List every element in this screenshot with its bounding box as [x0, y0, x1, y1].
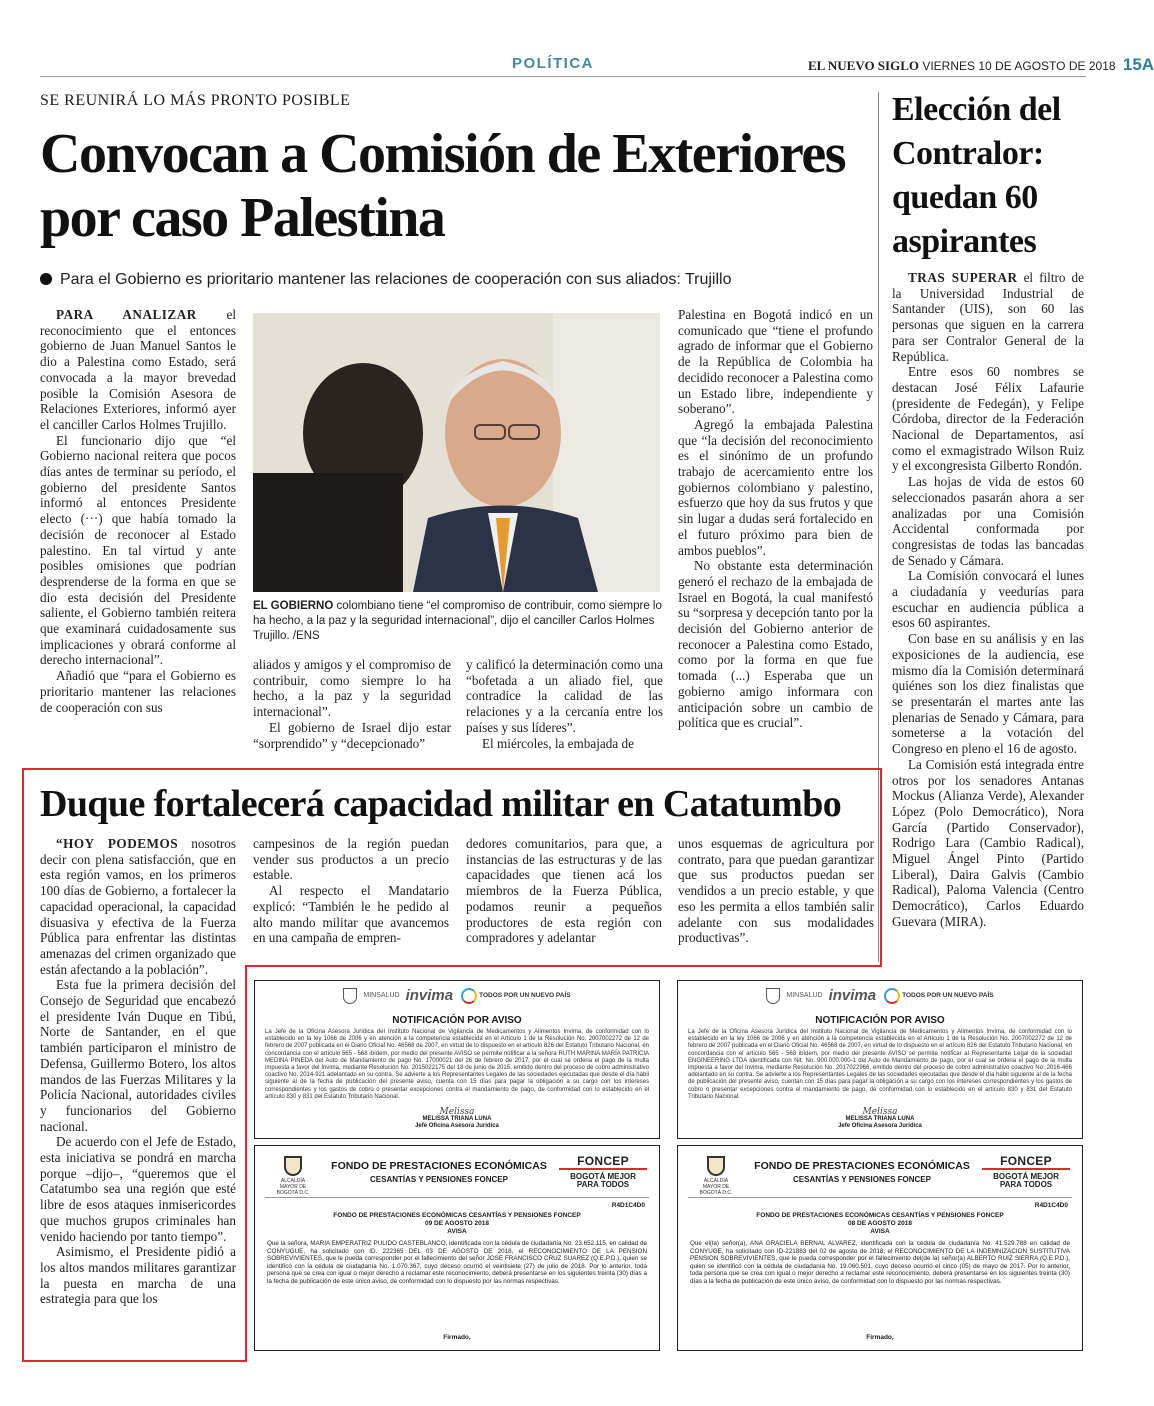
highlight-border-inner: [245, 965, 247, 1362]
paragraph: No obstante esta determinación generó el rechazo de la embajada de Israel en Bogotá, la cual manifestó su “sorpresa y decepción tanto por la decisión del Gobierno anterior de reconocer a Palestina como Estado, como por la forma en que fue tomada (...) Esperaba que un gobierno amigo informara con anticipación sobre un cambio de política que es crucial”.: [678, 558, 873, 731]
paragraph: dedores comunitarios, para que, a instancias de las estructuras y de las capacidades que tienen acá los miembros de la Fuerza Pública, podamos reunir a pequeños productores de esta región con compradores y adelantar: [466, 836, 662, 946]
notice-body: La Jefe de la Oficina Asesora Jurídica del Instituto Nacional de Vigilancia de Medicamentos y Alimentos Invima, de conformidad con lo establecido en la ley 1066 de 2006 y en atención a la competencia establecida en el Artículo 1 de la Resolución No. 2007002272 de 12 de febrero de 2007 publicada en el Diario Oficial No. 46568 de 2007, en virtud de lo dispuesto en el artículo 826 del Estatuto Tributario Nacional, en concordancia con el artículo 565 - 568 ibídem, por medio del presente AVISO se permite notificar al Representante Legal de la sociedad ENGINEERING LTDA identificada con Nit. No. 900.000.000-1 del Auto de Mandamiento de pago, por el cual se ordena el pago de la multa impuesta a favor del Invima, mediante Resolución No. 2017022966, emitido dentro del proceso de cobro administrativo coactivo No. 2016-466 adelantado en su contra. Se advierte a los Representantes Legales de las sociedades ejecutadas que desde el día hábil siguiente al de la fecha de publicación del presente aviso, cuentan con 15 días para pagar la obligación a su cargo con los intereses correspondientes y los gastos de cobro o presentar excepciones contra el mandamiento de pago, de conformidad con lo establecido en el artículo 830 y 831 del Estatuto Tributario Nacional.: [688, 1029, 1072, 1100]
sidebar-body: [892, 270, 1084, 960]
invima-logo: invima: [828, 987, 877, 1005]
sidebar-headline: Elección del Contralor: quedan 60 aspirantes: [892, 91, 1061, 260]
foncep-logo: [982, 1154, 1070, 1189]
bogota-mejor-logo: BOGOTÁ MEJOR PARA TODOS: [993, 1172, 1059, 1189]
foncep-notice: [677, 1145, 1083, 1351]
heading-aviso: AVISA: [447, 1228, 467, 1235]
crest-label: ALCALDÍA MAYOR DE BOGOTÁ D.C.: [276, 1178, 310, 1196]
article-column-2: [253, 657, 451, 755]
notice-title: [325, 1160, 553, 1186]
notice-title: NOTIFICACIÓN POR AVISO: [815, 1015, 945, 1026]
notice-body: Que la señora, MARIA EMPERATRIZ PULIDO CASTEBLANCO, identificada con la cédula de ciudadanía No. 23.652.115, en calidad de CONYUGUE, ha solicitado con ID. 222365 DEL 03 DE AGOSTO DE 2018, el RECONOCIMIENTO DE LA PENSION SOBREVIVIENTES, que le pueda corresponder por el fallecimiento del señor JOSE FRANCISCO CRUZ SUAREZ (Q.E.P.D.), quien se identificó con la cédula de ciudadanía No. 1.070.367, cuyo deceso ocurrió el veintisiete (27) de julio de 2018. Por lo anterior, toda persona que se crea con igual o mejor derecho a reclamar este reconocimiento, deberá presentarse en los siguientes treinta (30) días a la fecha de publicación de este único aviso, de conformidad con lo dispuesto por las normas respectivas.: [267, 1240, 647, 1285]
notice-signature: [678, 1109, 1082, 1130]
article-subhead: [40, 271, 731, 289]
paragraph: Las hojas de vida de estos 60 seleccionados pasarán ahora a ser analizadas por una Comisión Accidental conformada por congresistas de todas las bancadas de Senado y Cámara.: [892, 474, 1084, 568]
paragraph: Con base en su análisis y en las exposiciones de la audiencia, ese mismo día la Comisión determinará quiénes son los diez finalistas que se presentarán el martes ante las plenarias de Senado y Cámara, para someterse a la votación del Congreso en pleno el 16 de agosto.: [892, 631, 1084, 757]
notice-signature: Firmado,: [866, 1334, 894, 1341]
article-photo: [253, 313, 660, 592]
bogota-mejor-logo: BOGOTÁ MEJOR PARA TODOS: [570, 1172, 636, 1189]
header-divider: [40, 76, 1086, 77]
notice-body: Que el(la) señor(a), ANA GRACIELA BERNAL ALVAREZ, identificada con la cédula de ciudadanía No. 41.529.788 en calidad de CONYUGE, ha solicitado con ID-221883 del 02 de agosto de 2018, el RECONOCIMIENTO DE LA INDEMNIZACION SUSTITUTIVA PENSION SOBREVIVIENTES, que le pueda corresponder por el fallecimiento del(de la) señor(a) ALBERTO RUIZ SIERRA (Q.E.P.D.), quien se identificó con la cédula de ciudadanía No. 19.060.501, cuyo deceso ocurrió el cinco (05) de mayo de 2017. Por lo anterior, toda persona que se crea con igual o mejor derecho a reclamar este reconocimiento, deberá presentarse en los siguientes treinta (30) días a la fecha de publicación de este único aviso, de conformidad con lo dispuesto por las normas respectivas.: [690, 1240, 1070, 1285]
notice-header: [265, 1154, 649, 1198]
notice-logos: [255, 987, 659, 1011]
paragraph: el reconocimiento que el entonces gobierno de Juan Manuel Santos le dio a Palestina como Estado, será convocada a la mayor brevedad posible la Comisión Asesora de Relaciones Exteriores, informó ayer el canciller Carlos Holmes Trujillo.: [40, 307, 236, 432]
signer-name: MELISSA TRIANA LUNA: [422, 1116, 492, 1122]
nuevo-pais-logo: TODOS POR UN NUEVO PAÍS: [479, 992, 571, 1000]
second-article-column-2: [253, 836, 449, 954]
paragraph: Añadió que “para el Gobierno es prioritario mantener las relaciones de cooperación con sus: [40, 668, 236, 715]
paragraph: nosotros decir con plena satisfacción, que en esta región vamos, en los primeros 100 días de Gobierno, a fortalecer la capacidad operacional, la capacidad disuasiva y efectiva de la Fuerza Pública para enfrentar las distintas amenazas del crimen organizado que están afectando a la población”.: [40, 836, 236, 977]
crest-icon: [284, 1156, 302, 1176]
article-kicker: SE REUNIRÁ LO MÁS PRONTO POSIBLE: [40, 92, 351, 109]
signature-scribble: Melissa: [862, 1107, 898, 1117]
page-header: [808, 55, 1154, 75]
paragraph: Al respecto el Mandatario explicó: “También le he pedido al alto mando militar que avancemos en una campaña de empren-: [253, 883, 449, 946]
issue-date: VIERNES 10 DE AGOSTO DE 2018: [922, 59, 1116, 73]
signer-role: Jefe Oficina Asesora Jurídica: [838, 1123, 922, 1129]
paragraph: Asimismo, el Presidente pidió a los altos mandos militares garantizar la puesta en marcha de una estrategia para que los: [40, 1244, 236, 1307]
lead-in: PARA ANALIZAR: [56, 307, 197, 322]
second-article-headline: Duque fortalecerá capacidad militar en Catatumbo: [40, 783, 842, 825]
paragraph: La Comisión convocará el lunes a ciudadanía y veedurías para escuchar en audiencia pública a esos 60 aspirantes.: [892, 568, 1084, 631]
paragraph: Esta fue la primera decisión del Consejo de Seguridad que encabezó el presidente Iván Duque en Tibú, Norte de Santander, en el que también participaron el ministro de Defensa, Guillermo Botero, los altos mandos de las Fuerzas Militares y la Policía Nacional, autoridades civiles y funcionarios del Gobierno nacional.: [40, 977, 236, 1134]
caption-text: colombiano tiene “el compromiso de contribuir, como siempre lo ha hecho, a la paz y la seguridad internacional”, dijo el canciller Carlos Holmes Trujillo. /ENS: [253, 600, 662, 642]
heading-aviso: AVISA: [870, 1228, 890, 1235]
ministry-logo: MINSALUD: [363, 992, 400, 1000]
highlight-border-left: [22, 768, 24, 1362]
foncep-logo: [559, 1154, 647, 1189]
ministry-logo: MINSALUD: [786, 992, 823, 1000]
paragraph: aliados y amigos y el compromiso de contribuir, como siempre lo ha hecho, a la paz y la seguridad internacional”.: [253, 657, 451, 720]
crest-icon: [707, 1156, 725, 1176]
invima-logo: invima: [405, 987, 454, 1005]
fund-subtitle: CESANTÍAS Y PENSIONES FONCEP: [370, 1175, 508, 1184]
paragraph: Agregó la embajada Palestina que “la decisión del reconocimiento es el sinónimo de un profundo trabajo de acercamiento entre los gobiernos colombiano y palestino, esfuerzo que hoy da sus frutos y que sin lugar a dudas será fortalecido en el futuro próximo para bien de ambos pueblos”.: [678, 416, 873, 558]
paragraph: unos esquemas de agricultura por contrato, para que puedan garantizar que sus productos puedan ser vendidos a un precio estable, y que eso les permita a ellos también salir adelante con sus modalidades productivas”.: [678, 836, 874, 946]
notice-logos: [678, 987, 1082, 1011]
notice-code: R4D1C4D0: [1034, 1202, 1068, 1209]
bullet-icon: [40, 273, 52, 285]
notice-signature: Firmado,: [443, 1334, 471, 1341]
sidebar-lead-in: TRAS SUPERAR: [908, 270, 1018, 285]
notice-title: [748, 1160, 976, 1186]
paragraph: el filtro de la Universidad Industrial de Santander (UIS), son 60 las personas que siguen en la carrera para ser Contralor General de la República.: [892, 270, 1084, 364]
notice-code: R4D1C4D0: [611, 1202, 645, 1209]
notice-signature: [255, 1109, 659, 1130]
subhead-text: Para el Gobierno es prioritario mantener las relaciones de cooperación con sus aliados: Trujillo: [60, 271, 732, 288]
foncep-wordmark: FONCEP: [982, 1154, 1070, 1170]
article-headline: Convocan a Comisión de Exteriores por caso Palestina: [40, 123, 845, 249]
signature-scribble: Melissa: [439, 1107, 475, 1117]
photo-caption: [253, 599, 663, 644]
paragraph: La Comisión está integrada entre otros por los senadores Antanas Mockus (Alianza Verde), Alexander López (Polo Democrático), Nora García (Partido Conservador), Rodrigo Lara (Cambio Radical), Miguel Ángel Pinto (Partido Liberal), Daira Galvis (Cambio Radical), Paloma Valencia (Centro Democrático), Carlos Eduardo Guevara (MIRA).: [892, 756, 1084, 929]
foncep-wordmark: FONCEP: [559, 1154, 647, 1170]
second-article-column-4: [678, 836, 874, 954]
newspaper-name: EL NUEVO SIGLO: [808, 58, 919, 73]
paragraph: y calificó la determinación como una “bofetada a un aliado fiel, que contradice la calidad de las relaciones y a la cercanía entre los países y sus líderes”.: [466, 657, 663, 735]
paragraph: campesinos de la región puedan vender sus productos a un precio estable.: [253, 836, 449, 883]
lead-in: “HOY PODEMOS: [56, 836, 179, 851]
paragraph: El gobierno de Israel dijo estar “sorprendido” y “decepcionado”: [253, 719, 451, 751]
highlight-border-step: [245, 965, 882, 967]
article-column-1: [40, 307, 236, 755]
bogota-crest: [273, 1156, 313, 1196]
paragraph: Palestina en Bogotá indicó en un comunicado que “tiene el profundo agrado de informar que el Gobierno de la República de Colombia ha decidido reconocer a Palestina como un Estado libre, independiente y soberano”.: [678, 307, 873, 417]
invima-notice: [254, 980, 660, 1139]
bogota-crest: [696, 1156, 736, 1196]
paragraph: Entre esos 60 nombres se destacan José Félix Lafaurie (presidente de Fedegán), y Felipe Córdoba, director de la Federación Nacional de Departamentos, así como el exmagistrado Wilson Ruiz y el excongresista Gilberto Rondón.: [892, 364, 1084, 474]
caption-lead: EL GOBIERNO: [253, 600, 334, 612]
crest-label: ALCALDÍA MAYOR DE BOGOTÁ D.C.: [699, 1178, 733, 1196]
fund-subtitle: CESANTÍAS Y PENSIONES FONCEP: [793, 1175, 931, 1184]
paragraph: El miércoles, la embajada de: [482, 735, 634, 751]
invima-notice: [677, 980, 1083, 1139]
second-article-column-1: [40, 836, 236, 1356]
signer-name: MELISSA TRIANA LUNA: [845, 1116, 915, 1122]
signer-role: Jefe Oficina Asesora Jurídica: [415, 1123, 499, 1129]
notice-heading: [678, 1212, 1082, 1236]
crest-icon: [343, 988, 357, 1004]
second-article-column-3: [466, 836, 662, 954]
paragraph: De acuerdo con el Jefe de Estado, esta iniciativa se pondrá en marcha porque –dijo–, “queremos que el Catatumbo sea una región que esté libre de esos ataques inmisericordes que muchos grupos criminales han venido haciendo por tanto tiempo”.: [40, 1134, 236, 1244]
article-column-3: [466, 657, 663, 755]
nuevo-pais-icon: [884, 988, 900, 1004]
paragraph: El funcionario dijo que “el Gobierno nacional reitera que pocos días antes de terminar su período, el gobierno del presidente Santos informó al entonces Presidente electo (···) que había tomado la decisión de reconocer al Estado palestino. En tal virtud y ante posibles omisiones que podrían desprenderse de la forma en que se dio esta decisión del Presidente saliente, el Gobierno también reitera que examinará cuidadosamente sus implicaciones y obrará conforme al derecho internacional”.: [40, 432, 236, 668]
heading-line: FONDO DE PRESTACIONES ECONÓMICAS CESANTÍAS Y PENSIONES FONCEP: [756, 1212, 1004, 1219]
notice-header: [688, 1154, 1072, 1198]
foncep-notice: [254, 1145, 660, 1351]
page-number: 15A: [1122, 55, 1154, 74]
crest-icon: [766, 988, 780, 1004]
notice-body: La Jefe de la Oficina Asesora Jurídica del Instituto Nacional de Vigilancia de Medicamentos y Alimentos Invima, de conformidad con lo establecido en la ley 1066 de 2006 y en atención a la competencia establecida en el Artículo 1 de la Resolución No. 2007002272 de 12 de febrero de 2007 publicada en el Diario Oficial No. 46568 de 2007, en virtud de lo dispuesto en el artículo 826 del Estatuto Tributario Nacional, en concordancia con el artículo 565 - 568 ibídem, por medio del presente AVISO se permite notificar a la señora RUTH MARINA MARÍA PATRICIA MEDINA PINEDA del Auto de Mandamiento de pago No. 17000021 del 26 de febrero de 2017, por el cual se ordena el pago de la multa impuesta a favor del Invima, mediante Resolución No. 2015022175 del 18 de junio de 2015, emitido dentro del proceso de cobro administrativo coactivo No. 2014-921 adelantado en su contra. Se advierte a los Representantes Legales de las sociedades ejecutadas que desde el día hábil siguiente al de la fecha de publicación del presente aviso, cuenta con 15 días para pagar la obligación a su cargo con los intereses correspondientes y los gastos de cobro o presentar excepciones contra el mandamiento de pago, de conformidad con lo establecido en el artículo 830 y 831 del Estatuto Tributario Nacional.: [265, 1029, 649, 1100]
nuevo-pais-logo: TODOS POR UN NUEVO PAÍS: [902, 992, 994, 1000]
section-label: POLÍTICA: [512, 55, 594, 72]
heading-line: FONDO DE PRESTACIONES ECONÓMICAS CESANTÍAS Y PENSIONES FONCEP: [333, 1212, 581, 1219]
notice-heading: [255, 1212, 659, 1236]
nuevo-pais-icon: [461, 988, 477, 1004]
notice-title: NOTIFICACIÓN POR AVISO: [392, 1015, 522, 1026]
highlight-border-right: [880, 768, 882, 967]
heading-date: 08 DE AGOSTO 2018: [848, 1220, 912, 1227]
heading-date: 09 DE AGOSTO 2018: [425, 1220, 489, 1227]
photo-illustration: [253, 313, 660, 592]
fund-name: FONDO DE PRESTACIONES ECONÓMICAS: [331, 1160, 547, 1172]
article-column-4: [678, 307, 873, 755]
highlight-border-bottom: [22, 1360, 247, 1362]
fund-name: FONDO DE PRESTACIONES ECONÓMICAS: [754, 1160, 970, 1172]
